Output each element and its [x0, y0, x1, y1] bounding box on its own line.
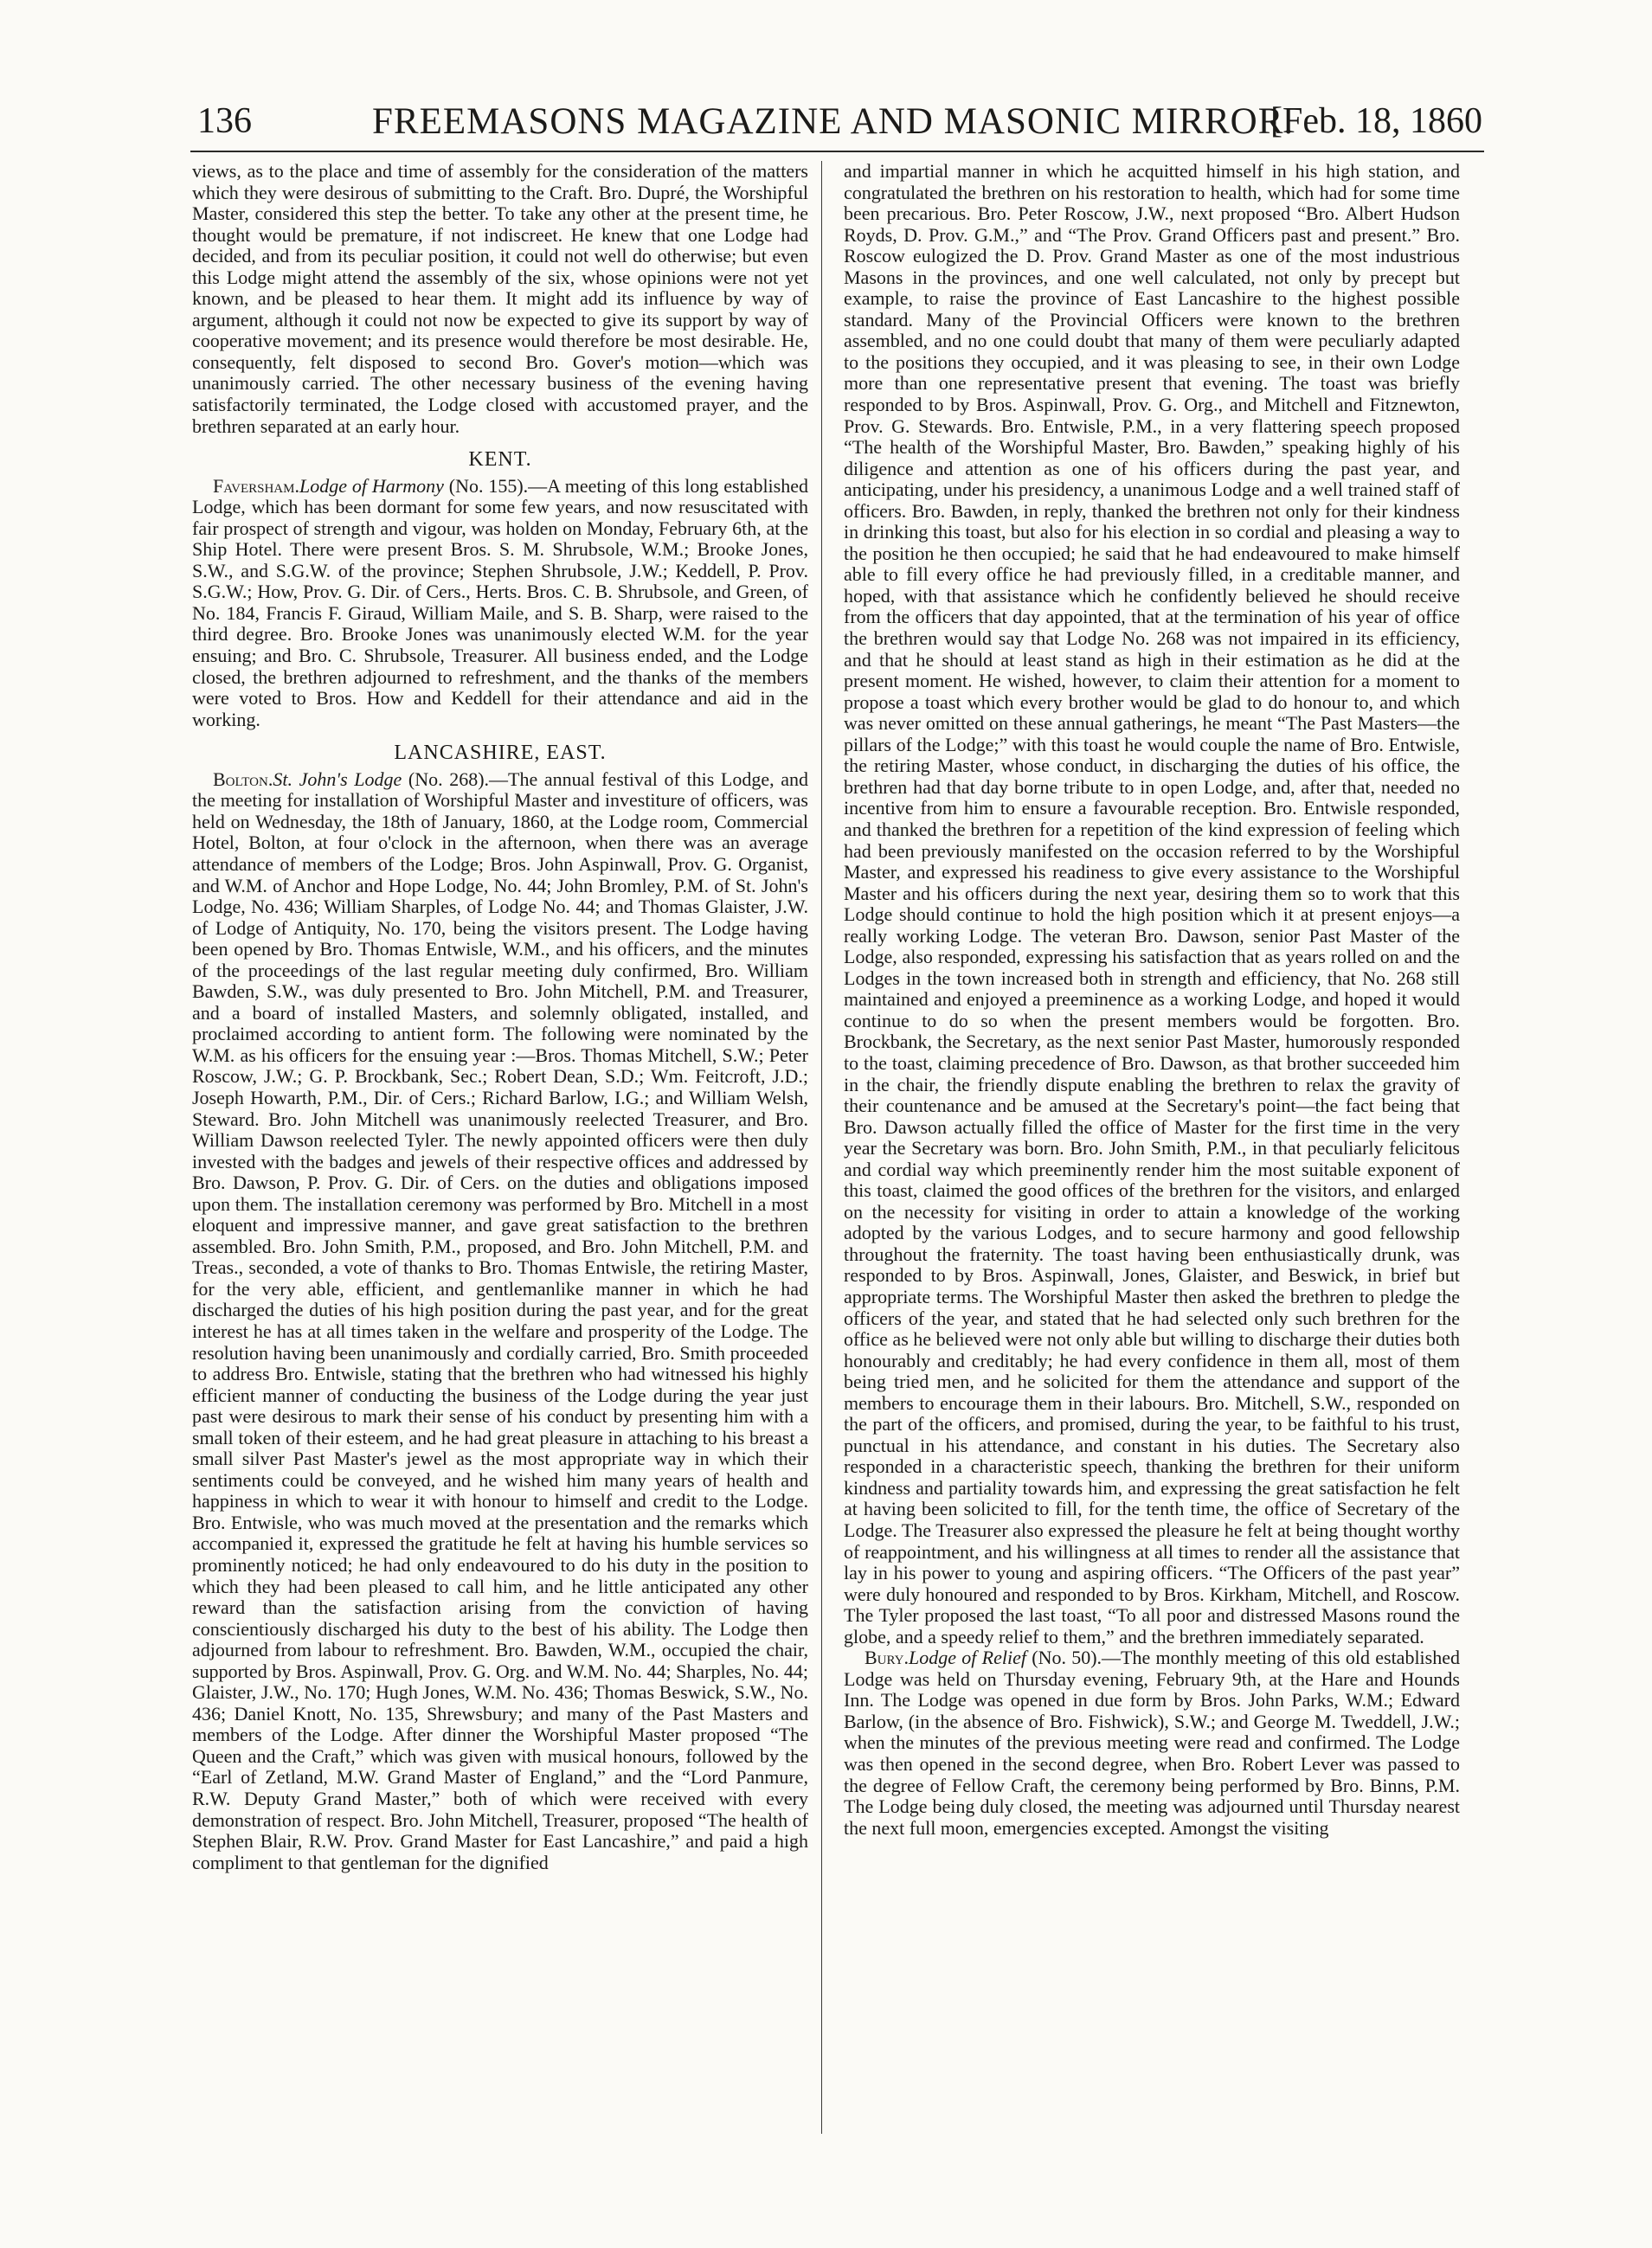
- bolton-report-continuation: and impartial manner in which he acquitted himself in his high station, and congratulated the brethren on his restoration to health, which had for some time been precarious. Bro. Peter Roscow, J.W., next proposed “Bro. Albert Hudson Royds, D. Prov. G.M.,” and “The Prov. Grand Officers past and present.” Bro. Roscow eulogized the D. Prov. Grand Master as one of the most industrious Masons in the provinces, and one well calculated, not only by precept but example, to raise the province of East Lancashire to the highest possible standard. Many of the Provincial Officers were known to the brethren assembled, and no one could doubt that many of them were peculiarly adapted to the positions they occupied, and it was pleasing to see, in their own Lodge more than one representative present that evening. The toast was briefly responded to by Bros. Aspinwall, Prov. G. Org., and Mitchell and Fitznewton, Prov. G. Stewards. Bro. Entwisle, P.M., in a very flattering speech proposed “The health of the Worshipful Master, Bro. Bawden,” speaking highly of his diligence and attention as one of his officers during the past year, and anticipating, under his presidency, a unanimous Lodge and a well trained staff of officers. Bro. Bawden, in reply, thanked the brethren not only for their kindness in drinking this toast, but also for his election in so cordial and pleasing a way to the position he then occupied; he said that he had endeavoured to make himself able to fill every office he had previously filled, in a creditable manner, and hoped, with that assistance which he confidently believed he should receive from the officers that day appointed, that at the termination of his year of office the brethren would say that Lodge No. 268 was not impaired in its efficiency, and that he should at least stand as high in their estimation as he did at the present moment. He wished, however, to claim their attention for a moment to propose a toast which every brother would be glad to do honour to, and which was never omitted on these annual gatherings, he meant “The Past Masters—the pillars of the Lodge;” with this toast he would couple the name of Bro. Entwisle, the retiring Master, whose conduct, in discharging the duties of his office, the brethren had that day borne tribute to in open Lodge, and, after that, needed no incentive from him to ensure a favourable reception. Bro. Entwisle responded, and thanked the brethren for a repetition of the kind expression of feeling which had been previously manifested on the occasion referred to by the Worshipful Master, and expressed his readiness to give every assistance to the Worshipful Master and his officers during the next year, desiring them so to work that this Lodge should continue to hold the high position which it at present enjoys—a really working Lodge. The veteran Bro. Dawson, senior Past Master of the Lodge, also responded, expressing his satisfaction that as years rolled on and the Lodges in the town increased both in strength and efficiency, that No. 268 still maintained and enjoyed a preeminence as a working Lodge, and hoped it would continue to do so when the present members would be forgotten. Bro. Brockbank, the Secretary, as the next senior Past Master, humorously responded to the toast, claiming precedence of Bro. Dawson, as that brother succeeded him in the chair, the friendly dispute enabling the brethren to relax the gravity of their countenance and be amused at the Secretary's point—the fact being that Bro. Dawson actually filled the office of Master for the first time in the very year the Secretary was born. Bro. John Smith, P.M., in that peculiarly felicitous and cordial way which preeminently render him the most suitable exponent of this toast, claimed the good offices of the brethren for the visitors, and enlarged on the necessity for visiting in order to attain a knowledge of the working adopted by the various Lodges, and to secure harmony and good fellowship throughout the fraternity. The toast having been enthusiastically drunk, was responded to by Bros. Aspinwall, Jones, Glaister, and Beswick, in brief but appropriate terms. The Worshipful Master then asked the brethren to pledge the officers of the year, and stated that he had selected only such brethren for the office as he believed were not only able but willing to discharge their duties both honourably and creditably; he had every confidence in them all, most of them being tried men, and he solicited for them the attendance and support of the members to encourage them in their labours. Bro. Mitchell, S.W., responded on the part of the officers, and promised, during the year, to be faithful to his trust, punctual in his attendance, and constant in his duties. The Secretary also responded in a characteristic speech, thanking the brethren for their uniform kindness and partiality towards him, and expressing the great satisfaction he felt at having been solicited to fill, for the tenth time, the office of Secretary of the Lodge. The Treasurer also expressed the pleasure he felt at being thought worthy of reappointment, and his willingness at all times to render all the assistance that lay in his power to young and aspiring officers. “The Officers of the past year” were duly honoured and responded to by Bros. Kirkham, Mitchell, and Roscow. The Tyler proposed the last toast, “To all poor and distressed Masons round the globe, and a speedy relief to them,” and the brethren immediately separated.: [844, 160, 1460, 1647]
- place-name-bury: Bury.: [865, 1647, 910, 1669]
- issue-date: [Feb. 18, 1860: [1270, 101, 1482, 141]
- left-column: [192, 161, 808, 1873]
- gover-motion-paragraph: views, as to the place and time of assembly for the consideration of the matters which they were desirous of submitting to the Craft. Bro. Dupré, the Worshipful Master, considered this step the better. To take any other at the present time, he thought would be premature, if not indiscreet. He knew that one Lodge had decided, and from its peculiar position, it could not well do otherwise; but even this Lodge might attend the assembly of the six, whose opinions were not yet known, and be pleased to hear them. It might add its influence by way of argument, although it could not now be expected to give its support by way of cooperative movement; and its presence would therefore be most desirable. He, consequently, felt disposed to second Bro. Gover's motion—which was unanimously carried. The other necessary business of the evening having satisfactorily terminated, the Lodge closed with accustomed prayer, and the brethren separated at an early hour.: [192, 160, 808, 437]
- kent-report-paragraph: [192, 476, 808, 731]
- bury-report-paragraph: [844, 1647, 1460, 1839]
- masthead: [190, 95, 1484, 152]
- column-divider: [821, 161, 822, 2134]
- right-column: [844, 161, 1460, 1839]
- section-heading-kent: KENT.: [468, 448, 532, 472]
- bolton-report-body: (No. 268).—The annual festival of this Lodge, and the meeting for installation of Worshipful Master and investiture of officers, was held on Wednesday, the 18th of January, 1860, at the Lodge room, Commercial Hotel, Bolton, at four o'clock in the afternoon, when there was an average attendance of members of the Lodge; Bros. John Aspinwall, Prov. G. Organist, and W.M. of Anchor and Hope Lodge, No. 44; John Bromley, P.M. of St. John's Lodge, No. 436; William Sharples, of Lodge No. 44; and Thomas Glaister, J.W. of Lodge of Antiquity, No. 170, being the visitors present. The Lodge having been opened by Bro. Thomas Entwisle, W.M., and his officers, and the minutes of the proceedings of the last regular meeting duly confirmed, Bro. William Bawden, S.W., was duly presented to Bro. John Mitchell, P.M. and Treasurer, and a board of installed Masters, and solemnly obligated, installed, and proclaimed according to antient form. The following were nominated by the W.M. as his officers for the ensuing year :—Bros. Thomas Mitchell, S.W.; Peter Roscow, J.W.; G. P. Brockbank, Sec.; Robert Dean, S.D.; Wm. Feitcroft, J.D.; Joseph Howarth, P.M., Dir. of Cers.; Richard Barlow, I.G.; and William Welsh, Steward. Bro. John Mitchell was unanimously reelected Treasurer, and Bro. William Dawson reelected Tyler. The newly appointed officers were then duly invested with the badges and jewels of their respective offices and addressed by Bro. Dawson, P. Prov. G. Dir. of Cers. on the duties and obligations imposed upon them. The installation ceremony was performed by Bro. Mitchell in a most eloquent and impressive manner, and gave great satisfaction to the brethren assembled. Bro. John Smith, P.M., proposed, and Bro. John Mitchell, P.M. and Treas., seconded, a vote of thanks to Bro. Thomas Entwisle, the retiring Master, for the very able, efficient, and gentlemanlike manner in which he had discharged the duties of his high position during the past year, and for the great interest he has at all times taken in the welfare and prosperity of the Lodge. The resolution having been unanimously and cordially carried, Bro. Smith proceeded to address Bro. Entwisle, stating that the brethren who had witnessed his highly efficient manner of conducting the business of the Lodge during the year just past were desirous to mark their sense of his conduct by presenting him with a small token of their esteem, and he had great pleasure in attaching to his breast a small silver Past Master's jewel as the most appropriate way in which their sentiments could be conveyed, and he wished him many years of health and happiness in which to wear it with honour to himself and credit to the Lodge. Bro. Entwisle, who was much moved at the presentation and the remarks which accompanied it, expressed the gratitude he felt at having his humble services so prominently noticed; he had only endeavoured to do his duty in the position to which they had been pleased to call him, and he little anticipated any other reward than the satisfaction arising from the conviction of having conscientiously discharged his duty to the best of his ability. The Lodge then adjourned from labour to refreshment. Bro. Bawden, W.M., occupied the chair, supported by Bros. Aspinwall, Prov. G. Org. and W.M. No. 44; Sharples, No. 44; Glaister, J.W., No. 170; Hugh Jones, W.M. No. 436; Thomas Beswick, S.W., No. 436; Daniel Knott, No. 135, Shrewsbury; and many of the Past Masters and members of the Lodge. After dinner the Worshipful Master proposed “The Queen and the Craft,” which was given with musical honours, followed by the “Earl of Zetland, M.W. Grand Master of England,” and the “Lord Panmure, R.W. Deputy Grand Master,” both of which were received with every demonstration of respect. Bro. John Mitchell, Treasurer, proposed “The health of Stephen Blair, R.W. Prov. Grand Master for East Lancashire,” and paid a high compliment to that gentleman for the dignified: [192, 768, 808, 1873]
- lodge-name-st-johns: St. John's Lodge: [273, 768, 402, 790]
- lodge-name-harmony: Lodge of Harmony: [299, 474, 444, 497]
- bolton-report-paragraph: [192, 769, 808, 1873]
- page-number: 136: [197, 101, 252, 141]
- kent-report-body: (No. 155).—A meeting of this long established Lodge, which has been dormant for some few years, and now resuscitated with fair prospect of strength and vigour, was holden on Monday, February 6th, at the Ship Hotel. There were present Bros. S. M. Shrubsole, W.M.; Brooke Jones, S.W., and S.G.W. of the province; Stephen Shrubsole, J.W.; Keddell, P. Prov. S.G.W.; How, Prov. G. Dir. of Cers., Herts. Bros. C. B. Shrubsole, and Green, of No. 184, Francis F. Giraud, William Maile, and S. B. Sharp, were raised to the third degree. Bro. Brooke Jones was unanimously elected W.M. for the year ensuing; and Bro. C. Shrubsole, Treasurer. All business ended, and the Lodge closed, the brethren adjourned to refreshment, and the thanks of the members were voted to Bros. How and Keddell for their attendance and aid in the working.: [192, 474, 808, 730]
- bury-report-body: (No. 50).—The monthly meeting of this old established Lodge was held on Thursday evening, February 9th, at the Hare and Hounds Inn. The Lodge was opened in due form by Bros. John Parks, W.M.; Edward Barlow, (in the absence of Bro. Fishwick), S.W.; and George M. Tweddell, J.W.; when the minutes of the previous meeting were read and confirmed. The Lodge was then opened in the second degree, when Bro. Robert Lever was passed to the degree of Fellow Craft, the ceremony being performed by Bro. Binns, P.M. The Lodge being duly closed, the meeting was adjourned until Thursday nearest the next full moon, emergencies excepted. Amongst the visiting: [844, 1647, 1460, 1839]
- publication-title: FREEMASONS MAGAZINE AND MASONIC MIRROR.: [372, 101, 1295, 142]
- place-name-faversham: Faversham.: [213, 474, 299, 497]
- lodge-name-relief: Lodge of Relief: [909, 1647, 1026, 1669]
- section-heading-lancashire-east: LANCASHIRE, EAST.: [394, 742, 607, 765]
- place-name-bolton: Bolton.: [213, 768, 273, 790]
